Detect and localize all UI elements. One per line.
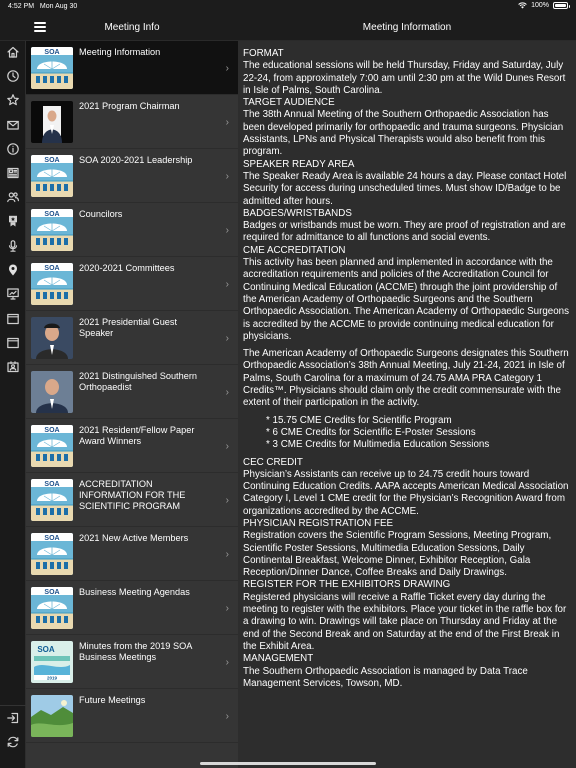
section-cme-heading: CME ACCREDITATION (243, 244, 346, 256)
section-format-heading: FORMAT (243, 48, 284, 59)
list-item[interactable] (26, 257, 238, 311)
clock-icon[interactable] (6, 69, 20, 83)
chevron-right-icon: › (225, 225, 229, 236)
battery-icon (553, 2, 568, 9)
soa-logo-text: SOA (44, 265, 60, 272)
section-speaker-heading: SPEAKER READY AREA (243, 158, 355, 170)
cme-credit-item: * 6 CME Credits for Scientific E-Poster Sessions (266, 426, 476, 438)
soa-logo-text: SOA (37, 645, 55, 654)
portrait-photo (31, 101, 73, 143)
list-item-thumbnail (31, 587, 73, 629)
list-item-label: Business Meeting Agendas (79, 587, 190, 597)
chevron-right-icon: › (225, 279, 229, 290)
soa-logo-text: SOA (44, 211, 60, 218)
soa-logo-icon (31, 155, 73, 197)
chevron-right-icon: › (225, 171, 229, 182)
section-fee-heading: PHYSICIAN REGISTRATION FEE (243, 517, 394, 529)
section-cme-body-designation: The American Academy of Orthopaedic Surgeons designates this Southern Orthopaedic Association’s 38th Annual Meeting, July 21-24, 2021 in Isle of Palms, South Carolina for a maximum of 24.75 AMA PRA Category 1 Credits™. Physicians should claim only the credit commensurate with the extent of their participation in the activity. (243, 348, 569, 409)
section-badges-heading: BADGES/WRISTBANDS (243, 207, 352, 219)
list-item-label: SOA 2020-2021 Leadership (79, 155, 193, 165)
list-item-label: ACCREDITATION INFORMATION FOR THE SCIENTIFIC PROGRAM (79, 479, 186, 511)
list-item-label: 2021 Program Chairman (79, 101, 180, 111)
section-fee-body: Registration covers the Scientific Program Sessions, Meeting Program, Scientific Poster Sessions, Multimedia Education Sessions, Daily Continental Breakfast, Welcome Dinner, Exhibitor Reception, Gala Reception/Dinner Dance, Coffee Breaks and Daily Drawings. (243, 530, 552, 579)
list-item-thumbnail (31, 425, 73, 467)
list-item-thumbnail (31, 101, 73, 143)
section-audience-heading: TARGET AUDIENCE (243, 97, 335, 109)
people-icon[interactable] (6, 190, 20, 204)
location-pin-icon[interactable] (6, 263, 20, 277)
mail-icon[interactable] (6, 118, 20, 132)
cme-credit-item: * 15.75 CME Credits for Scientific Program (266, 414, 452, 426)
list-item[interactable] (26, 149, 238, 203)
list-item[interactable] (26, 95, 238, 149)
detail-title: Meeting Information (362, 22, 452, 33)
list-item-label: 2021 Resident/Fellow Paper Award Winners (79, 425, 195, 446)
chevron-right-icon: › (225, 441, 229, 452)
list-item[interactable] (26, 635, 238, 689)
soa-logo-icon (31, 47, 73, 89)
soa-logo-text: SOA (44, 157, 60, 164)
list-item-label: Future Meetings (79, 695, 146, 705)
chevron-right-icon: › (225, 549, 229, 560)
home-icon[interactable] (6, 45, 20, 59)
list-item-thumbnail (31, 641, 73, 683)
soa-logo-text: SOA (44, 481, 60, 488)
section-cec-body: Physician’s Assistants can receive up to 24.75 credit hours toward Continuing Education Credits. AAPA accepts American Medical Association Category I, Level 1 CME credit for the Physician’s Recognition Award from organizations accredited by the ACCME. (243, 468, 569, 517)
portrait-photo (31, 371, 73, 413)
ribbon-icon[interactable] (6, 214, 20, 228)
soa-logo-icon (31, 479, 73, 521)
battery-percent: 100% (531, 2, 549, 9)
microphone-icon[interactable] (6, 239, 20, 253)
list-item[interactable] (26, 527, 238, 581)
rail-divider (0, 705, 26, 706)
chevron-right-icon: › (225, 117, 229, 128)
list-title: Meeting Info (104, 22, 160, 33)
list-item-label: 2021 Presidential Guest Speaker (79, 317, 178, 338)
meeting-info-list (26, 41, 238, 768)
soa-logo-text: SOA (44, 49, 60, 56)
list-item-thumbnail (31, 371, 73, 413)
chevron-right-icon: › (225, 657, 229, 668)
status-time: 4:52 PM Mon Aug 30 (8, 3, 78, 10)
logout-icon[interactable] (6, 711, 20, 725)
soa-logo-icon (31, 425, 73, 467)
section-cme-body: This activity has been planned and implemented in accordance with the accreditation requirements and policies of the Accreditation Council for Continuing Medical Education (ACCME) through the joint providership of the American Academy of Orthopaedic Surgeons and the Southern Orthopaedic Association. The American Academy of Orthopaedic Surgeons is accredited by the ACCME to provide continuing medical education for physicians. (243, 257, 570, 342)
list-item-label: 2020-2021 Committees (79, 263, 175, 273)
chevron-right-icon: › (225, 63, 229, 74)
list-item[interactable] (26, 41, 238, 95)
landscape-photo (31, 695, 73, 737)
cme-credit-list (266, 415, 571, 452)
chevron-right-icon: › (225, 333, 229, 344)
refresh-icon[interactable] (6, 735, 20, 749)
list-item-label: 2021 Distinguished Southern Orthopaedist (79, 371, 197, 392)
battery-fill (555, 4, 566, 7)
status-right (518, 2, 568, 9)
home-indicator[interactable] (200, 762, 376, 765)
list-item[interactable] (26, 581, 238, 635)
status-bar (0, 0, 576, 14)
list-item-thumbnail (31, 317, 73, 359)
list-item[interactable] (26, 365, 238, 419)
section-drawing-heading: REGISTER FOR THE EXHIBITORS DRAWING (243, 579, 451, 591)
presentation-icon[interactable] (6, 287, 20, 301)
list-item[interactable] (26, 311, 238, 365)
list-item-thumbnail (31, 47, 73, 89)
soa-logo-text: SOA (44, 589, 60, 596)
chevron-right-icon: › (225, 495, 229, 506)
wifi-icon (518, 2, 527, 9)
list-item-thumbnail (31, 479, 73, 521)
window-icon[interactable] (6, 312, 20, 326)
list-item[interactable] (26, 473, 238, 527)
list-item-thumbnail (31, 155, 73, 197)
soa-logo-text: SOA (44, 427, 60, 434)
info-icon[interactable] (6, 142, 20, 156)
section-badges-body: Badges or wristbands must be worn. They are proof of registration and are required for admittance to all functions and social events. (243, 220, 566, 244)
soa-logo-icon (31, 587, 73, 629)
list-item[interactable] (26, 203, 238, 257)
list-item-thumbnail (31, 695, 73, 737)
list-item-thumbnail (31, 533, 73, 575)
chevron-right-icon: › (225, 603, 229, 614)
list-item-label: 2021 New Active Members (79, 533, 189, 543)
soa-logo-year: 2019 (46, 675, 58, 681)
soa-2019-logo-icon (31, 641, 73, 683)
cme-credit-item: * 3 CME Credits for Multimedia Education Sessions (266, 439, 490, 451)
soa-logo-icon (31, 209, 73, 251)
soa-logo-text: SOA (44, 535, 60, 542)
contact-card-icon[interactable] (6, 360, 20, 374)
icon-rail (0, 41, 26, 768)
window-icon-2[interactable] (6, 336, 20, 350)
list-item-label: Minutes from the 2019 SOA Business Meetings (79, 641, 192, 662)
section-drawing-body: Registered physicians will receive a Raffle Ticket every day during the meeting to register with the exhibitors. Place your ticket in the raffle box for a drawing to win. Drawings will take place on Thursday and Friday at the end of the Second Break and on Saturday at the end of the First Break in the Exhibit Area. (243, 591, 567, 652)
list-item-label: Councilors (79, 209, 123, 219)
list-item[interactable] (26, 689, 238, 743)
section-audience-body: The 38th Annual Meeting of the Southern Orthopaedic Association has been developed primarily for orthopaedic and trauma surgeons. Physician Assistants, LPNs and Physical Therapists would also benefit from this program. (243, 109, 564, 158)
section-format-body: The educational sessions will be held Thursday, Friday and Saturday, July 22-24, from approximately 7:00 am until 2:30 pm at the Wild Dunes Resort in Isle of Palms, South Carolina. (243, 60, 566, 96)
list-item-thumbnail (31, 209, 73, 251)
portrait-photo (31, 317, 73, 359)
list-item-label: Meeting Information (79, 47, 161, 57)
list-item-thumbnail (31, 263, 73, 305)
newspaper-icon[interactable] (6, 166, 20, 180)
chevron-right-icon: › (225, 711, 229, 722)
chevron-right-icon: › (225, 387, 229, 398)
section-management-body: The Southern Orthopaedic Association is managed by Data Trace Management Services, Towson, MD. (243, 665, 528, 689)
soa-logo-icon (31, 263, 73, 305)
section-management-heading: MANAGEMENT (243, 653, 314, 665)
soa-logo-icon (31, 533, 73, 575)
section-speaker-body: The Speaker Ready Area is available 24 hours a day. Please contact Hotel Security for access during unscheduled times. Must show ID/Badge to be admitted after hours. (243, 170, 567, 207)
list-item[interactable] (26, 419, 238, 473)
section-cec-heading: CEC CREDIT (243, 456, 303, 468)
meeting-information-content (238, 41, 576, 768)
star-icon[interactable] (6, 93, 20, 107)
navigation-bar (0, 14, 576, 41)
